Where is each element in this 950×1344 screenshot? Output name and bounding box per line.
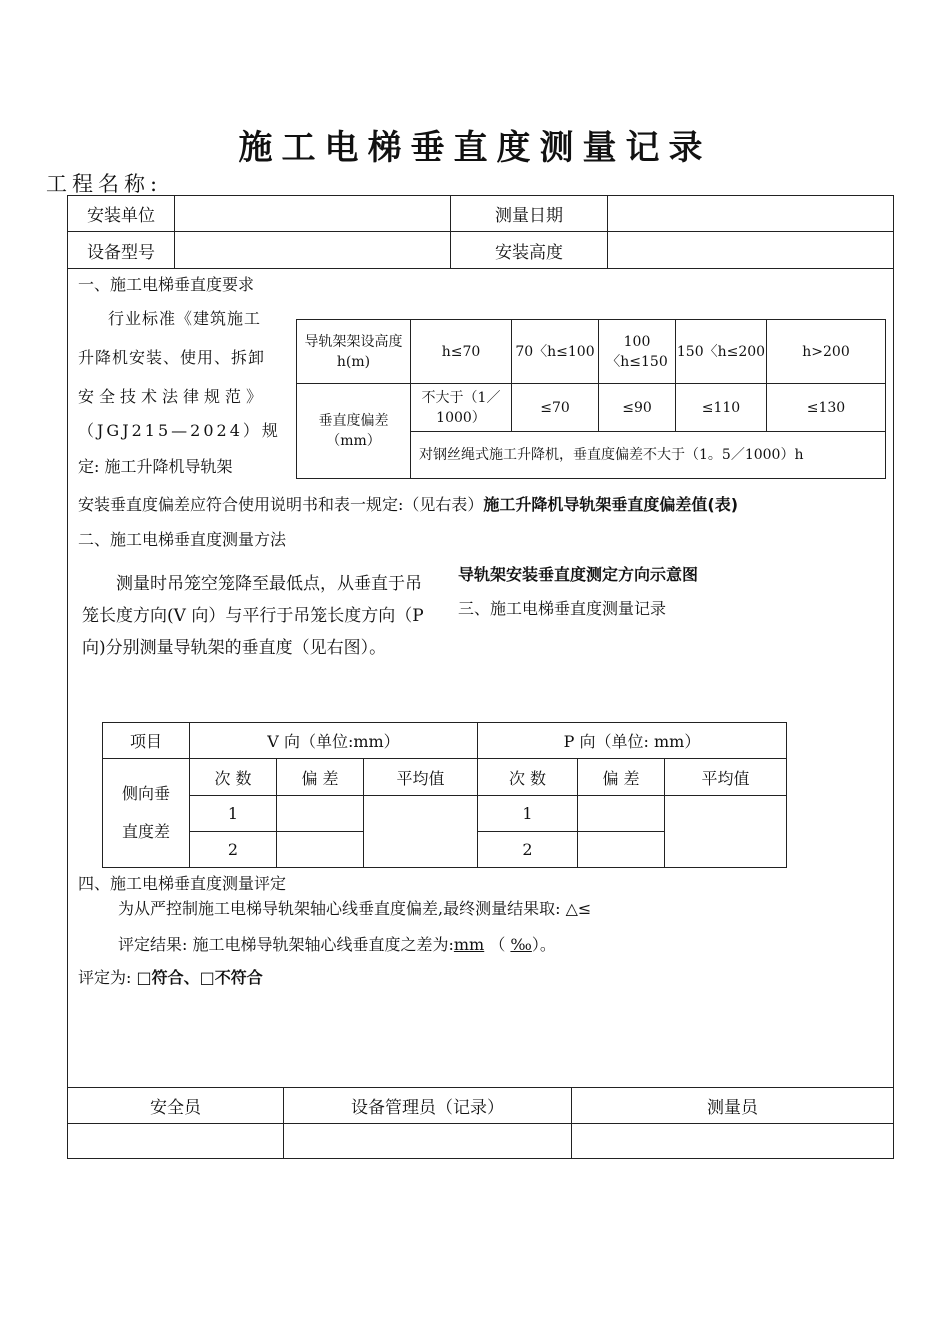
deviation-limit-cell: ≤90 xyxy=(599,384,676,432)
p-count-cell: 1 xyxy=(478,796,578,832)
install-unit-field[interactable] xyxy=(175,196,450,231)
section4-heading: 四、施工电梯垂直度测量评定 xyxy=(78,874,287,893)
equipment-model-field[interactable] xyxy=(175,232,450,268)
surveyor-signature[interactable] xyxy=(572,1124,893,1158)
v-count-cell: 2 xyxy=(190,832,277,868)
safety-officer-label: 安全员 xyxy=(150,1098,201,1118)
p-direction-header: P 向（单位: mm） xyxy=(478,723,787,759)
height-label-cell: 导轨架架设高度 h(m) xyxy=(297,320,411,384)
std-table-caption: 施工升降机导轨架垂直度偏差值(表) xyxy=(483,495,739,514)
wire-rope-note: 对钢丝绳式施工升降机，垂直度偏差不大于（1。5／1000）h xyxy=(411,432,886,479)
v-deviation-cell[interactable] xyxy=(277,796,364,832)
height-range-cell: 150〈h≤200 xyxy=(676,320,767,384)
safety-officer-signature[interactable] xyxy=(68,1124,283,1158)
section1-tail-text: 安装垂直度偏差应符合使用说明书和表一规定:（见右表） xyxy=(78,495,484,514)
evaluation-result-end: ）。 xyxy=(531,935,556,954)
evaluation-result-mid: （ xyxy=(489,935,506,954)
permille-unit: ‰ xyxy=(510,935,532,954)
verdict-label: 评定为: xyxy=(78,968,132,987)
deviation-label-cell: 垂直度偏差（mm） xyxy=(297,384,411,479)
section3-heading: 三、施工电梯垂直度测量记录 xyxy=(458,599,667,618)
verdict xyxy=(78,965,263,988)
diagram-title-text: 导轨架安装垂直度测定方向示意图 xyxy=(458,565,699,584)
height-range-cell: h>200 xyxy=(767,320,886,384)
record-form xyxy=(67,195,894,1159)
p-deviation-cell[interactable] xyxy=(578,796,665,832)
equipment-manager-label: 设备管理员（记录） xyxy=(351,1098,504,1118)
item-header: 项目 xyxy=(103,723,190,759)
diagram-title xyxy=(458,562,698,585)
install-unit-label: 安装单位 xyxy=(87,206,155,226)
deviation-limit-cell: ≤130 xyxy=(767,384,886,432)
v-direction-header: V 向（单位:mm） xyxy=(190,723,478,759)
section1-line: 升降机安装、使用、拆卸 xyxy=(78,348,266,367)
measure-date-label: 测量日期 xyxy=(495,206,563,226)
p-average-header: 平均值 xyxy=(665,759,787,796)
equipment-model-label: 设备型号 xyxy=(87,242,155,263)
height-range-cell: 70〈h≤100 xyxy=(512,320,599,384)
section1-line: 定: 施工升降机导轨架 xyxy=(78,457,233,476)
method-paragraph: 测量时吊笼空笼降至最低点，从垂直于吊笼长度方向(V 向）与平行于吊笼长度方向（P 向)分别测量导轨架的垂直度（见右图）。 xyxy=(82,574,424,658)
height-range-cell: h≤70 xyxy=(411,320,512,384)
p-count-header: 次 数 xyxy=(478,759,578,796)
evaluation-result xyxy=(118,932,556,955)
verdict-options[interactable]: □符合、□不符合 xyxy=(136,968,263,987)
v-average-cell[interactable] xyxy=(364,796,478,868)
v-deviation-cell[interactable] xyxy=(277,832,364,868)
surveyor-label: 测量员 xyxy=(707,1098,758,1118)
section1-line: 行业标准《建筑施工 xyxy=(108,309,262,328)
page-title: 施工电梯垂直度测量记录 xyxy=(238,128,712,168)
mm-unit: mm xyxy=(453,935,485,954)
v-deviation-header: 偏 差 xyxy=(277,759,364,796)
section2-heading: 二、施工电梯垂直度测量方法 xyxy=(78,530,287,549)
p-count-cell: 2 xyxy=(478,832,578,868)
install-height-label: 安装高度 xyxy=(495,242,563,263)
lateral-deviation-label: 侧向垂直度差 xyxy=(103,759,190,868)
p-deviation-header: 偏 差 xyxy=(578,759,665,796)
deviation-limit-cell: ≤70 xyxy=(512,384,599,432)
section1-heading: 一、施工电梯垂直度要求 xyxy=(78,275,255,294)
v-count-cell: 1 xyxy=(190,796,277,832)
p-average-cell[interactable] xyxy=(665,796,787,868)
p-deviation-cell[interactable] xyxy=(578,832,665,868)
height-range-cell: 100〈h≤150 xyxy=(599,320,676,384)
measurement-record-table xyxy=(102,722,787,868)
v-average-header: 平均值 xyxy=(364,759,478,796)
section1-tail xyxy=(78,492,738,515)
measure-date-field[interactable] xyxy=(608,196,893,231)
section1-line: （JGJ215—2024）规 xyxy=(78,421,281,440)
install-height-field[interactable] xyxy=(608,232,893,268)
v-count-header: 次 数 xyxy=(190,759,277,796)
deviation-limit-cell: 不大于（1／1000） xyxy=(411,384,512,432)
deviation-standard-table xyxy=(296,319,886,479)
project-name-label: 工程名称: xyxy=(46,172,163,196)
evaluation-line: 为从严控制施工电梯导轨架轴心线垂直度偏差,最终测量结果取: △≤ xyxy=(118,899,592,918)
evaluation-result-prefix: 评定结果: 施工电梯导轨架轴心线垂直度之差为: xyxy=(118,935,454,954)
deviation-limit-cell: ≤110 xyxy=(676,384,767,432)
section1-line: 安全技术法律规范》 xyxy=(78,387,268,406)
equipment-manager-signature[interactable] xyxy=(284,1124,571,1158)
